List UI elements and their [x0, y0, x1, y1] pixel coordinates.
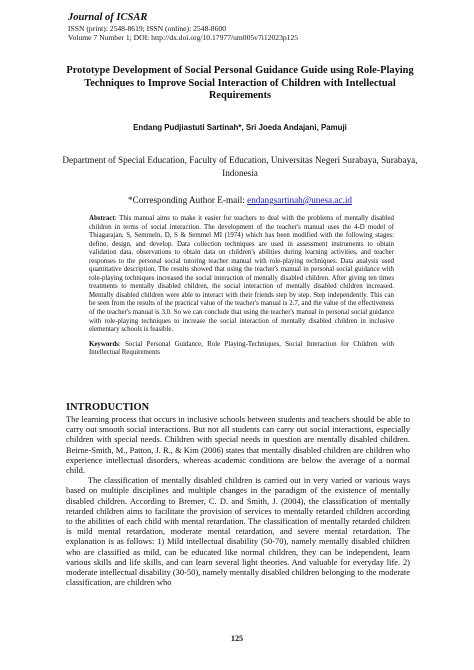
issn-line: ISSN (print): 2548-8619; ISSN (online): 2548-8600	[68, 24, 226, 33]
intro-paragraph-2: The classification of mentally disabled children is carried out in very varied or various ways based on multiple disciplines and multiple changes in the paradigm of the existence of mentally disabled children. According to Bremer, C. D. and Smith, J. (2004), the classification of mentally retarded children aims to facilitate the provision of services to mentally retarded children according to the abilities of each child with mental retardation. The classification of mentally retarded children is mild mental retardation, moderate mental retardation, and severe mental retardation. The explanation is as follows: 1) Mild intellectual disability (50-70), namely mentally disabled children who are classified as mild, can be educated like normal children, they can be independent, learn various skills and life skills, and can learn several light theories. And valuable for everyday life. 2) moderate intellectual disability (30-50), namely mentally disabled children belonging to the moderate classification, are children who	[66, 475, 410, 588]
abstract-text: : This manual aims to make it easier for teachers to deal with the problems of mentally disabled children in terms of social interaction. The development of the teacher's manual uses the 4-D model of Thiagarajan, S, Semmeln, D, S & Semmel MI (1974) which has been modified with the following stages: define, design, and develop. Data collection techniques are used in assessment instruments to obtain validation data, observations to obtain data on children's abilities during learning activities, and teacher responses to the personal social tutoring teacher manual with role-playing techniques. Data analysis used quantitative description. The results showed that using the teacher's manual in personal social guidance with role-playing techniques increased the social interaction of mentally disabled children. After giving ten times treatments to mentally disabled children, the social interaction of mentally disabled children increased. Mentally disabled children were able to interact with their friends step by step. Step independently. This can be seen from the results of the practical value of the teacher's manual is 2.7, and the value of the effectiveness of the teacher's manual is 3.0. So we can conclude that using the teacher's manual in personal social guidance with role-playing techniques to increase the social interaction of mentally disabled children in inclusive elementary schools is feasible.	[89, 215, 394, 334]
introduction-body	[66, 414, 410, 587]
volume-doi-line: Volume 7 Number 1; DOI: http://dx.doi.org/10.17977/um005v7i12023p125	[68, 33, 299, 43]
paper-title: Prototype Development of Social Personal Guidance Guide using Role-Playing Techniques to Improve Social Interaction of Children with Intellectual Requirements	[66, 65, 414, 102]
keywords-label: Keywords	[89, 340, 119, 348]
page-number: 125	[230, 634, 244, 643]
corresponding-author	[62, 194, 418, 206]
author-list: Endang Pudjiastuti Sartinah*, Sri Joeda Andajani, Pamuji	[133, 123, 347, 132]
keywords-text: : Social Personal Guidance, Role Playing-Techniques, Social Interaction for Children with Intellectual Requirements	[89, 340, 394, 357]
abstract-label: Abstract	[89, 215, 115, 222]
keywords-paragraph	[89, 341, 394, 358]
introduction-heading: INTRODUCTION	[66, 402, 150, 413]
corresponding-email-link[interactable]: endangsartinah@unesa.ac.id	[247, 195, 353, 205]
corresponding-label: *Corresponding Author E-mail:	[127, 195, 248, 205]
affiliation: Department of Special Education, Faculty of Education, Universitas Negeri Surabaya, Surabaya, Indonesia	[62, 155, 418, 178]
abstract-paragraph	[89, 215, 394, 335]
abstract-block	[89, 215, 394, 358]
journal-header	[68, 12, 428, 42]
journal-name: Journal of ICSAR	[68, 12, 148, 23]
intro-paragraph-1: The learning process that occurs in inclusive schools between students and teachers should be able to carry out smooth social interactions. But not all students can carry out social interactions, especially children with special needs. Children with special needs in question are mentally disabled children. Beirne-Smith, M., Patton, J. R., & Kim (2006) states that mentally disabled children are children who experience intellectual disorders, whereas academic conditions are below the average of a normal child.	[66, 414, 410, 476]
